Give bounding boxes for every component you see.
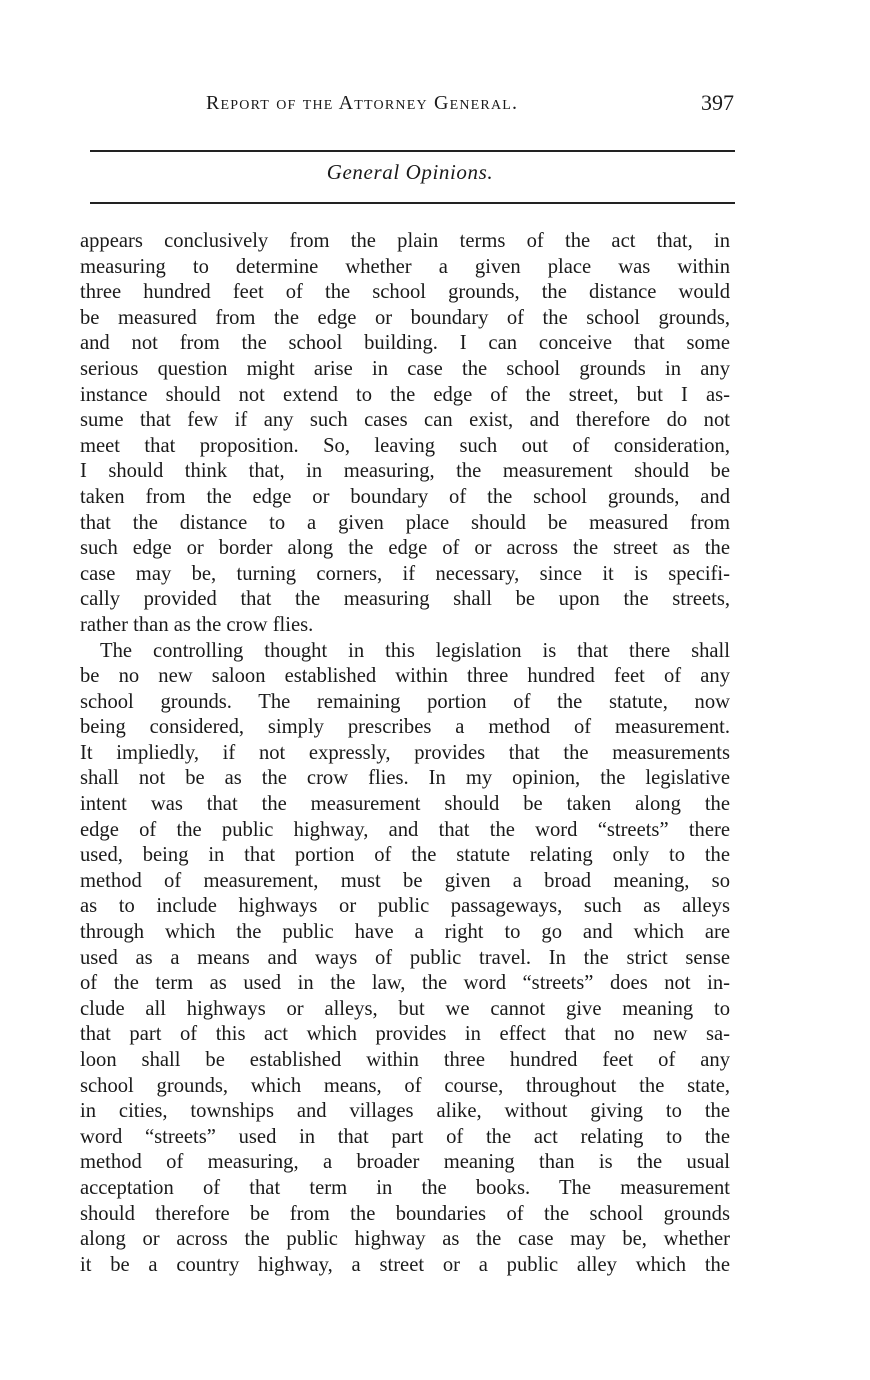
text-line: being considered, simply prescribes a method of measurement. <box>80 716 730 739</box>
text-line: should therefore be from the boundaries of the school grounds <box>80 1202 730 1225</box>
text-line: that the distance to a given place should be measured from <box>80 511 730 534</box>
text-line: it be a country highway, a street or a public alley which the <box>80 1253 730 1276</box>
page-number: 397 <box>701 90 734 115</box>
text-line: I should think that, in measuring, the measurement should be <box>80 460 730 483</box>
text-line: such edge or border along the edge of or across the street as the <box>80 537 730 560</box>
text-line: loon shall be established within three hundred feet of any <box>80 1049 730 1071</box>
text-line: as to include highways or public passageways, such as alleys <box>80 895 730 918</box>
page-header <box>80 92 740 122</box>
paragraph <box>80 639 730 1279</box>
text-line: acceptation of that term in the books. The measurement <box>80 1176 730 1199</box>
text-line: method of measurement, must be given a broad meaning, so <box>80 869 730 892</box>
text-line: intent was that the measurement should be taken along the <box>80 793 730 816</box>
text-line: through which the public have a right to go and which are <box>80 921 730 944</box>
text-line: three hundred feet of the school grounds, the distance would <box>80 281 730 304</box>
text-line: meet that proposition. So, leaving such out of consideration, <box>80 434 730 457</box>
text-line: instance should not extend to the edge of the street, but I as- <box>80 383 730 406</box>
text-line: clude all highways or alleys, but we cannot give meaning to <box>80 997 730 1020</box>
text-line: be no new saloon established within three hundred feet of any <box>80 665 730 688</box>
text-line: along or across the public highway as the case may be, whether <box>80 1228 730 1251</box>
text-line: shall not be as the crow flies. In my opinion, the legislative <box>80 767 730 790</box>
text-line: word “streets” used in that part of the act relating to the <box>80 1125 730 1148</box>
text-line: It impliedly, if not expressly, provides that the measurements <box>80 741 730 764</box>
header-rule-bottom <box>90 202 735 204</box>
text-line: school grounds, which means, of course, throughout the state, <box>80 1074 730 1097</box>
text-line: sume that few if any such cases can exist, and therefore do not <box>80 409 730 432</box>
text-line: method of measuring, a broader meaning than is the usual <box>80 1151 730 1174</box>
text-line: rather than as the crow flies. <box>80 613 314 636</box>
text-line: serious question might arise in case the school grounds in any <box>80 357 730 380</box>
text-line: school grounds. The remaining portion of the statute, now <box>80 690 730 713</box>
text-line: measuring to determine whether a given place was within <box>80 255 730 278</box>
text-line: be measured from the edge or boundary of the school grounds, <box>80 306 730 329</box>
text-line: edge of the public highway, and that the word “streets” there <box>80 818 730 841</box>
text-line: of the term as used in the law, the word “streets” does not in- <box>80 972 730 995</box>
text-line: case may be, turning corners, if necessary, since it is specifi- <box>80 562 730 585</box>
section-title: General Opinions. <box>326 160 494 184</box>
body-text <box>80 229 730 1278</box>
running-title: Report of the Attorney General. <box>206 92 519 114</box>
paragraph <box>80 229 730 639</box>
text-line: cally provided that the measuring shall be upon the streets, <box>80 588 730 611</box>
text-line: appears conclusively from the plain terms of the act that, in <box>80 230 730 252</box>
text-line: The controlling thought in this legislation is that there shall <box>100 639 730 662</box>
text-line: that part of this act which provides in effect that no new sa- <box>80 1023 730 1046</box>
header-rule-top <box>90 150 735 152</box>
text-line: used as a means and ways of public travel. In the strict sense <box>80 946 730 969</box>
text-line: used, being in that portion of the statute relating only to the <box>80 844 730 867</box>
text-line: taken from the edge or boundary of the school grounds, and <box>80 485 730 508</box>
text-line: and not from the school building. I can conceive that some <box>80 332 730 355</box>
text-line: in cities, townships and villages alike, without giving to the <box>80 1100 730 1123</box>
